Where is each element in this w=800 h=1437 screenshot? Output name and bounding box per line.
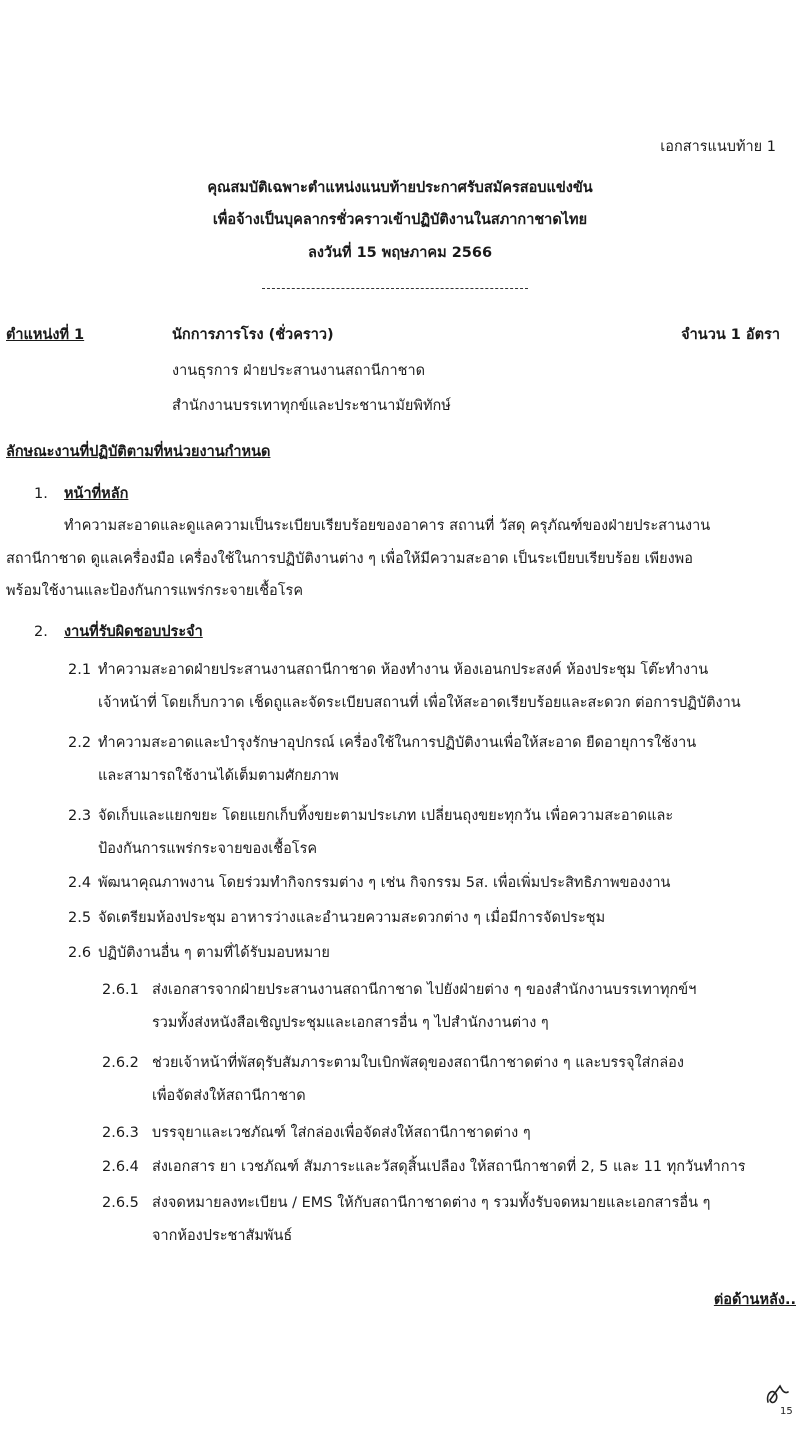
item-text: ทำความสะอาดฝ่ายประสานงานสถานีกาชาด ห้องทำงาน ห้องเอนกประสงค์ ห้องประชุม โต๊ะทำงาน [98,662,709,678]
duty-1-title: หน้าที่หลัก [64,486,129,502]
subitem-text: ส่งเอกสาร ยา เวชภัณฑ์ สัมภาระและวัสดุสิ้นเปลือง ให้สถานีกาชาดที่ 2, 5 และ 11 ทุกวันทำการ [152,1159,746,1175]
subitem-text: เพื่อจัดส่งให้สถานีกาชาด [152,1088,306,1104]
title-line-2: เพื่อจ้างเป็นบุคลากรชั่วคราวเข้าปฏิบัติงานในสภากาชาดไทย [212,212,588,228]
subitem-text: จากห้องประชาสัมพันธ์ [152,1228,293,1244]
item-text: ปฏิบัติงานอื่น ๆ ตามที่ได้รับมอบหมาย [98,945,330,961]
title-line-3: ลงวันที่ 15 พฤษภาคม 2566 [307,245,493,261]
duty-1-number: 1. [34,486,48,502]
position-label: ตำแหน่งที่ 1 [6,327,85,343]
subitem-number: 2.6.5 [102,1195,139,1211]
item-text: จัดเตรียมห้องประชุม อาหารว่างและอำนวยความสะดวกต่าง ๆ เมื่อมีการจัดประชุม [98,910,606,926]
item-number: 2.1 [68,662,92,678]
subitem-number: 2.6.1 [102,982,139,998]
section-heading: ลักษณะงานที่ปฏิบัติตามที่หน่วยงานกำหนด [6,444,271,460]
item-text: พัฒนาคุณภาพงาน โดยร่วมทำกิจกรรมต่าง ๆ เช่น กิจกรรม 5ส. เพื่อเพิ่มประสิทธิภาพของงาน [98,875,671,891]
annex-label: เอกสารแนบท้าย 1 [660,139,776,155]
position-count: จำนวน 1 อัตรา [681,327,780,343]
position-unit-2: สำนักงานบรรเทาทุกข์และประชานามัยพิทักษ์ [172,398,451,414]
subitem-number: 2.6.4 [102,1159,139,1175]
item-text: และสามารถใช้งานได้เต็มตามศักยภาพ [98,768,339,784]
item-number: 2.4 [68,875,92,891]
item-number: 2.5 [68,910,92,926]
duty-1-line: พร้อมใช้งานและป้องกันการแพร่กระจายเชื้อโรค [6,583,304,599]
duty-1-line: ทำความสะอาดและดูแลความเป็นระเบียบเรียบร้อยของอาคาร สถานที่ วัสดุ ครุภัณฑ์ของฝ่ายประสานงาน [64,518,711,534]
duty-2-title: งานที่รับผิดชอบประจำ [64,624,203,640]
title-line-1: คุณสมบัติเฉพาะตำแหน่งแนบท้ายประกาศรับสมัครสอบแข่งขัน [207,180,593,196]
duty-1-line: สถานีกาชาด ดูแลเครื่องมือ เครื่องใช้ในการปฏิบัติงานต่าง ๆ เพื่อให้มีความสะอาด เป็นระเบียบเรียบร้อย เพียงพอ [6,551,693,567]
subitem-text: ช่วยเจ้าหน้าที่พัสดุรับสัมภาระตามใบเบิกพัสดุของสถานีกาชาดต่าง ๆ และบรรจุใส่กล่อง [152,1055,684,1071]
item-number: 2.2 [68,735,92,751]
subitem-number: 2.6.3 [102,1125,139,1141]
divider [262,288,528,289]
subitem-number: 2.6.2 [102,1055,139,1071]
item-number: 2.6 [68,945,92,961]
duty-2-number: 2. [34,624,48,640]
item-text: ป้องกันการแพร่กระจายของเชื้อโรค [98,841,318,857]
item-text: เจ้าหน้าที่ โดยเก็บกวาด เช็ดถูและจัดระเบียบสถานที่ เพื่อให้สะอาดเรียบร้อยและสะดวก ต่อการปฏิบัติงาน [98,695,741,711]
signature-number: 15 [780,1406,793,1417]
signature-initials [762,1378,796,1418]
continue-note: ต่อด้านหลัง.. [713,1292,796,1308]
position-unit-1: งานธุรการ ฝ่ายประสานงานสถานีกาชาด [172,363,426,379]
item-text: ทำความสะอาดและบำรุงรักษาอุปกรณ์ เครื่องใช้ในการปฏิบัติงานเพื่อให้สะอาด ยืดอายุการใช้งาน [98,735,697,751]
subitem-text: รวมทั้งส่งหนังสือเชิญประชุมและเอกสารอื่น ๆ ไปสำนักงานต่าง ๆ [152,1015,549,1031]
position-name: นักการภารโรง (ชั่วคราว) [172,327,334,343]
subitem-text: ส่งเอกสารจากฝ่ายประสานงานสถานีกาชาด ไปยังฝ่ายต่าง ๆ ของสำนักงานบรรเทาทุกข์ฯ [152,982,697,998]
subitem-text: ส่งจดหมายลงทะเบียน / EMS ให้กับสถานีกาชาดต่าง ๆ รวมทั้งรับจดหมายและเอกสารอื่น ๆ [152,1195,711,1211]
item-number: 2.3 [68,808,92,824]
subitem-text: บรรจุยาและเวชภัณฑ์ ใส่กล่องเพื่อจัดส่งให้สถานีกาชาดต่าง ๆ [152,1125,531,1141]
item-text: จัดเก็บและแยกขยะ โดยแยกเก็บทิ้งขยะตามประเภท เปลี่ยนถุงขยะทุกวัน เพื่อความสะอาดและ [98,808,674,824]
